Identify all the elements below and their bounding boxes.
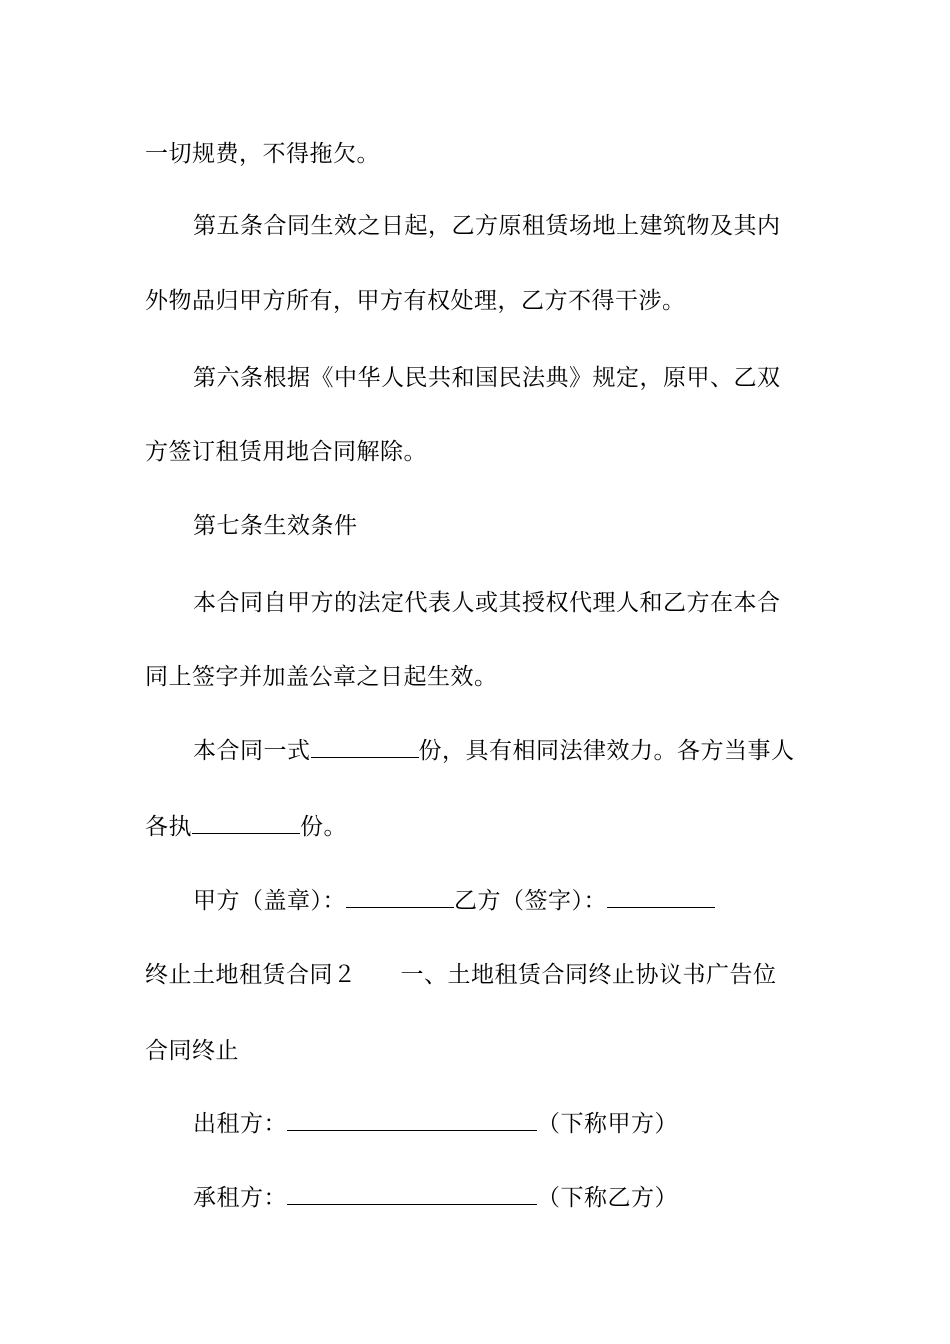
party-a-seal-blank[interactable] — [346, 885, 454, 908]
copies-text-2: 份，具有相同法律效力。各方当事人 — [418, 738, 795, 764]
lessee-suffix: （下称乙方） — [537, 1185, 678, 1211]
text-line: 外物品归甲方所有，甲方有权处理，乙方不得干涉。 — [145, 288, 686, 314]
lessor-line — [193, 1108, 810, 1140]
party-a-label: 甲方（盖章）： — [193, 888, 346, 914]
article-5-line-1: 第五条合同生效之日起，乙方原租赁场地上建筑物及其内 — [193, 213, 781, 239]
copies-text-4: 份。 — [300, 814, 347, 840]
text-line: 同上签字并加盖公章之日起生效。 — [145, 664, 498, 690]
section-subtitle: 一、土地租赁合同终止协议书广告位 — [400, 962, 777, 988]
lessor-label: 出租方： — [193, 1111, 287, 1137]
lessee-label: 承租方： — [193, 1185, 287, 1211]
copies-text-1: 本合同一式 — [193, 738, 311, 764]
text-line: 方签订租赁用地合同解除。 — [145, 439, 427, 465]
lessor-blank[interactable] — [287, 1108, 537, 1131]
signature-line — [193, 885, 810, 917]
copies-each-blank[interactable] — [192, 811, 300, 834]
copies-text-3: 各执 — [145, 814, 192, 840]
copies-line-2 — [145, 811, 810, 843]
text-line: 一切规费，不得拖欠。 — [145, 141, 380, 167]
lessor-suffix: （下称甲方） — [537, 1111, 678, 1137]
text-line: 合同终止 — [145, 1038, 239, 1064]
lessee-blank[interactable] — [287, 1182, 537, 1205]
text-line: 第六条根据《中华人民共和国民法典》规定，原甲、乙双 — [193, 365, 781, 391]
text-line — [193, 210, 810, 242]
lessee-line — [193, 1182, 810, 1214]
section-title: 终止土地租赁合同２ — [145, 962, 357, 988]
copies-count-blank[interactable] — [311, 735, 419, 758]
party-b-label: 乙方（签字）： — [454, 888, 607, 914]
text-line: 本合同自甲方的法定代表人或其授权代理人和乙方在本合 — [193, 590, 781, 616]
article-7-heading: 第七条生效条件 — [193, 513, 358, 539]
section-heading — [145, 959, 810, 991]
copies-line — [193, 735, 810, 767]
party-b-sign-blank[interactable] — [607, 885, 715, 908]
